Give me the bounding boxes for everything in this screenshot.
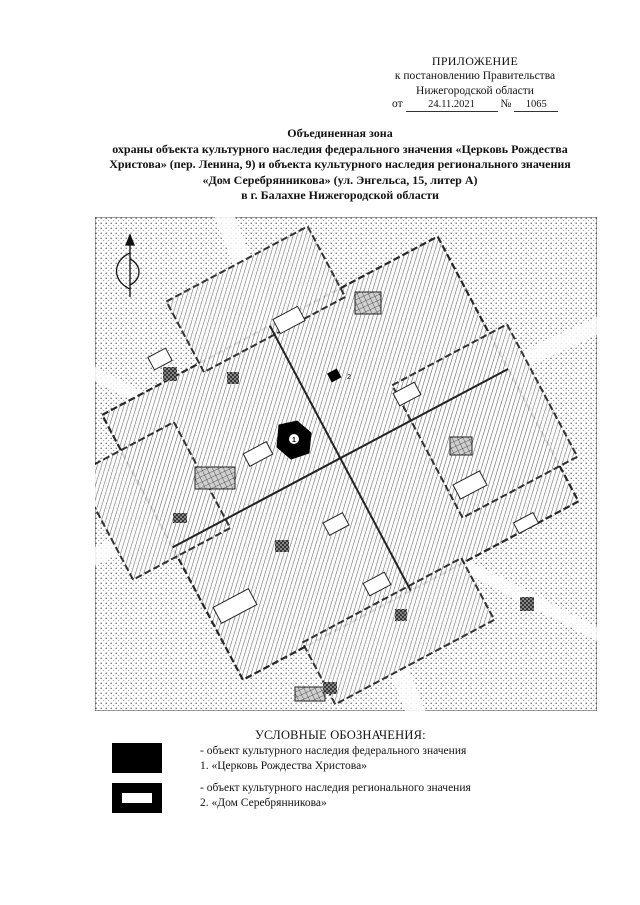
title-line-3: Христова» (пер. Ленина, 9) и объекта культурного наследия регионального значения [109,157,571,171]
date-prefix: от [392,98,403,110]
protection-zone-map [95,217,597,711]
number-prefix: № [500,98,512,110]
legend-federal-name: 1. «Церковь Рождества Христова» [200,760,367,772]
legend-heading: УСЛОВНЫЕ ОБОЗНАЧЕНИЯ: [255,728,426,742]
legend-item-federal [200,744,466,774]
date-number-line [392,98,558,112]
legend-regional-desc: - объект культурного наследия регионального значения [200,782,471,794]
header-line-2: Нижегородской области [416,85,534,97]
header-line-1: к постановлению Правительства [394,70,556,82]
document-header [330,54,620,99]
legend-federal-symbol [112,743,162,773]
object-number-2: 2 [347,374,351,381]
document-number: 1065 [514,99,558,112]
legend-item-regional [200,781,471,811]
legend-federal-desc: - объект культурного наследия федерального значения [200,745,467,757]
title-line-4: «Дом Серебрянникова» (ул. Энгельса, 15, литер А) [202,172,478,187]
document-title [60,126,620,204]
object-number-1: 1 [292,437,296,444]
title-line-2: охраны объекта культурного наследия федерального значения «Церковь Рождества [112,141,568,156]
appendix-label: ПРИЛОЖЕНИЕ [431,54,519,68]
legend-regional-name: 2. «Дом Серебрянникова» [200,797,327,809]
legend-regional-symbol [112,783,162,813]
title-line-1: Объединенная зона [287,126,393,140]
title-line-5: в г. Балахне Нижегородской области [241,188,439,202]
document-date: 24.11.2021 [406,99,498,112]
